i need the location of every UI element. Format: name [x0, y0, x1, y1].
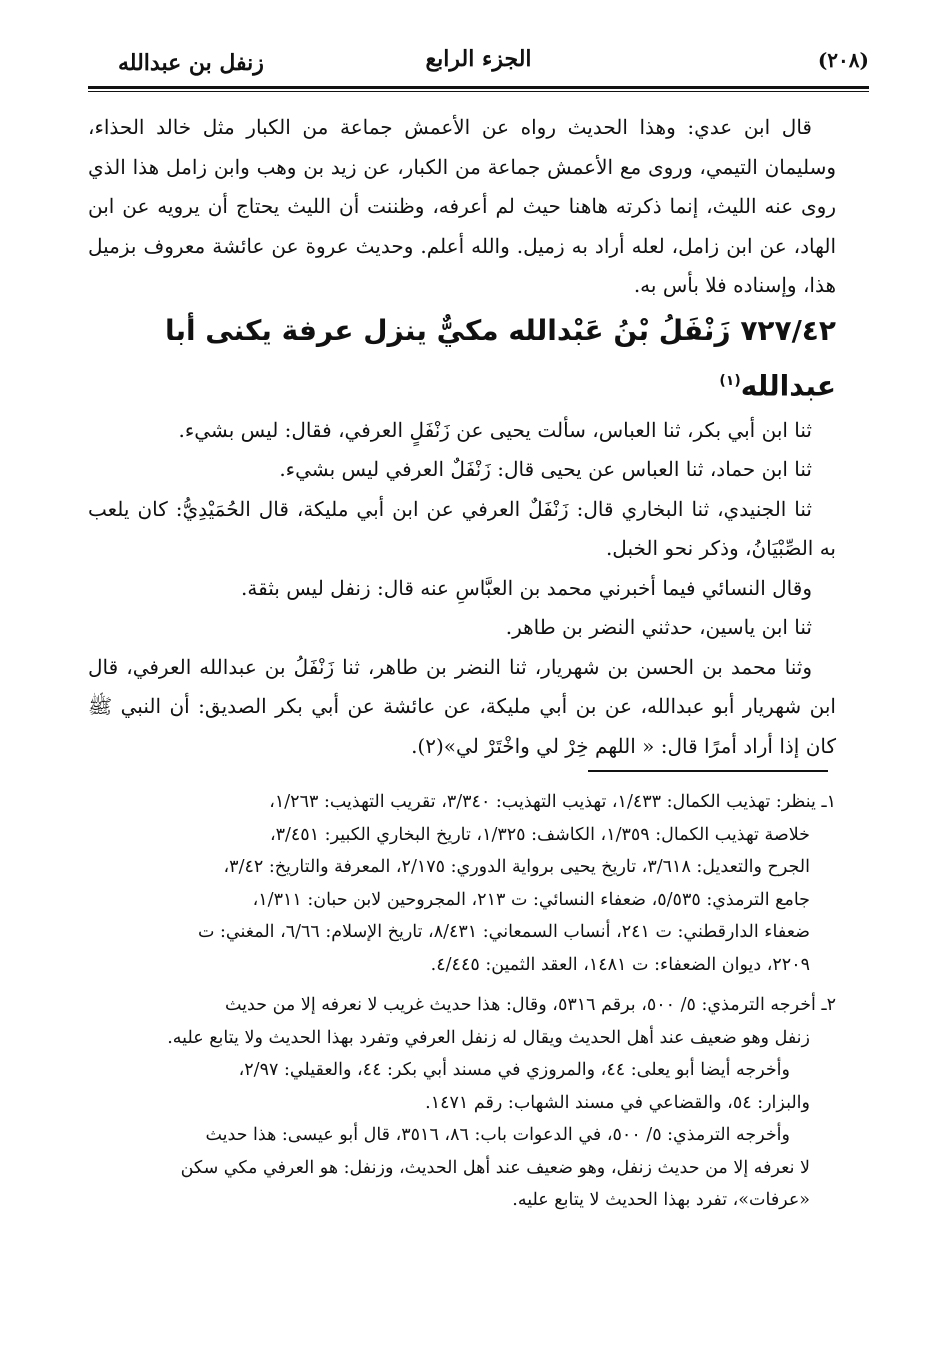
- paragraph: ثنا الجنيدي، ثنا البخاري قال: زَنْفَلٌ العرفي عن ابن أبي مليكة، قال الحُمَيْدِيُّ: كان يلعب به الصِّبْيَانُ، وذكر نحو الخبل.: [88, 496, 836, 561]
- paragraph: قال ابن عدي: وهذا الحديث رواه عن الأعمش جماعة من الكبار مثل خالد الحذاء، وسليمان التيمي، وروى مع الأعمش جماعة من الكبار، عن زيد بن وهب وابن زامل هذا الذي روى عنه الليث، إنما ذكرته هاهنا حيث لم أعرفه، وظننت أن الليث يحتاج أن يرويه عن ابن الهاد، عن ابن زامل، لعله أراد به زميل. والله أعلم. وحديث عروة عن عائشة معروف بزميل هذا، وإسناده فلا بأس به.: [88, 115, 836, 297]
- paragraph: وثنا محمد بن الحسن بن شهريار، ثنا النضر بن طاهر، ثنا زَنْفَلُ بن عبدالله العرفي، قال ابن شهريار أبو عبدالله، عن بن أبي مليكة، عن عائشة عن أبي بكر الصديق: أن النبي ﷺ كان إذا أراد أمرًا قال: « اللهم خِرْ لي واخْتَرْ لي»(٢).: [88, 654, 836, 758]
- paragraph: وقال النسائي فيما أخبرني محمد بن العبَّاسِ عنه قال: زنفل ليس بثقة.: [241, 575, 812, 600]
- footnote-line: وأخرجه أيضا أبو يعلى: ٤٤، والمروزي في مسند أبي بكر: ٤٤، والعقيلي: ٢/٩٧،: [238, 1060, 790, 1080]
- paragraph: ثنا ابن ياسين، حدثني النضر بن طاهر.: [505, 615, 812, 640]
- header-rule-thin: [88, 91, 869, 92]
- footnote-line: خلاصة تهذيب الكمال: ١/٣٥٩، الكاشف: ١/٣٢٥، تاريخ البخاري الكبير: ٣/٤٥١،: [269, 824, 810, 845]
- footnote-line: والبزار: ٥٤، والقضاعي في مسند الشهاب: رقم ١٤٧١.: [425, 1092, 810, 1113]
- page-header: [88, 40, 869, 86]
- footnote-line: ٢٢٠٩، ديوان الضعفاء: ت ١٤٨١، العقد الثمين: ٤/٤٤٥.: [430, 954, 810, 975]
- entry-title-text: ٧٢٧/٤٢ زَنْفَلُ بْنُ عَبْدالله مكيٌّ ينزل عرفة يكنى أبا عبدالله: [164, 313, 836, 402]
- footnote-line: لا نعرفه إلا من حديث زنفل، وهو ضعيف عند أهل الحديث، وزنفل: هو العرفي مكي سكن: [180, 1157, 810, 1178]
- paragraph: ثنا ابن أبي بكر، ثنا العباس، سألت يحيى عن زَنْفَلٍ العرفي، فقال: ليس بشيء.: [178, 417, 812, 442]
- book-name: زنفل بن عبدالله: [118, 50, 264, 76]
- entry-title: [88, 306, 836, 411]
- paragraph: ثنا ابن حماد، ثنا العباس عن يحيى قال: زَنْفَلٌ العرفي ليس بشيء.: [279, 457, 812, 482]
- footnotes: [88, 786, 836, 1217]
- footnote-line: وأخرجه الترمذي: ٥/ ٥٠٠، في الدعوات باب: ٨٦، ٣٥١٦، قال أبو عيسى: هذا حديث: [205, 1125, 790, 1145]
- header-rule: [88, 86, 869, 89]
- footnote-separator: [588, 770, 828, 772]
- part-title: الجزء الرابع: [425, 46, 532, 72]
- footnote-line: ١ـ ينظر: تهذيب الكمال: ١/٤٣٣، تهذيب التهذيب: ٣/٣٤٠، تقريب التهذيب: ١/٢٦٣،: [269, 792, 836, 812]
- footnote-line: زنفل وهو ضعيف عند أهل الحديث ويقال له زنفل العرفي وتفرد بهذا الحديث ولا يتابع عليه.: [167, 1027, 810, 1048]
- page-number: (٢٠٨): [817, 48, 869, 72]
- footnote-line: ضعفاء الدارقطني: ت ٢٤١، أنساب السمعاني: ٨/٤٣١، تاريخ الإسلام: ٦/٦٦، المغني: ت: [197, 922, 810, 942]
- footnote-line: «عرفات»، تفرد بهذا الحديث لا يتابع عليه.: [512, 1190, 810, 1210]
- spacer: [88, 981, 836, 989]
- footnote-line: جامع الترمذي: ٥/٥٣٥، ضعفاء النسائي: ت ٢١٣، المجروحين لابن حبان: ١/٣١١،: [252, 889, 810, 910]
- footnote-ref: (١): [719, 372, 741, 389]
- main-text: [88, 108, 836, 766]
- footnote-line: ٢ـ أخرجه الترمذي: ٥/ ٥٠٠، برقم ٥٣١٦، وقال: هذا حديث غريب لا نعرفه إلا من حديث: [224, 995, 836, 1015]
- footnote-line: الجرح والتعديل: ٣/٦١٨، تاريخ يحيى برواية الدوري: ٢/١٧٥، المعرفة والتاريخ: ٣/٤٢،: [223, 857, 810, 877]
